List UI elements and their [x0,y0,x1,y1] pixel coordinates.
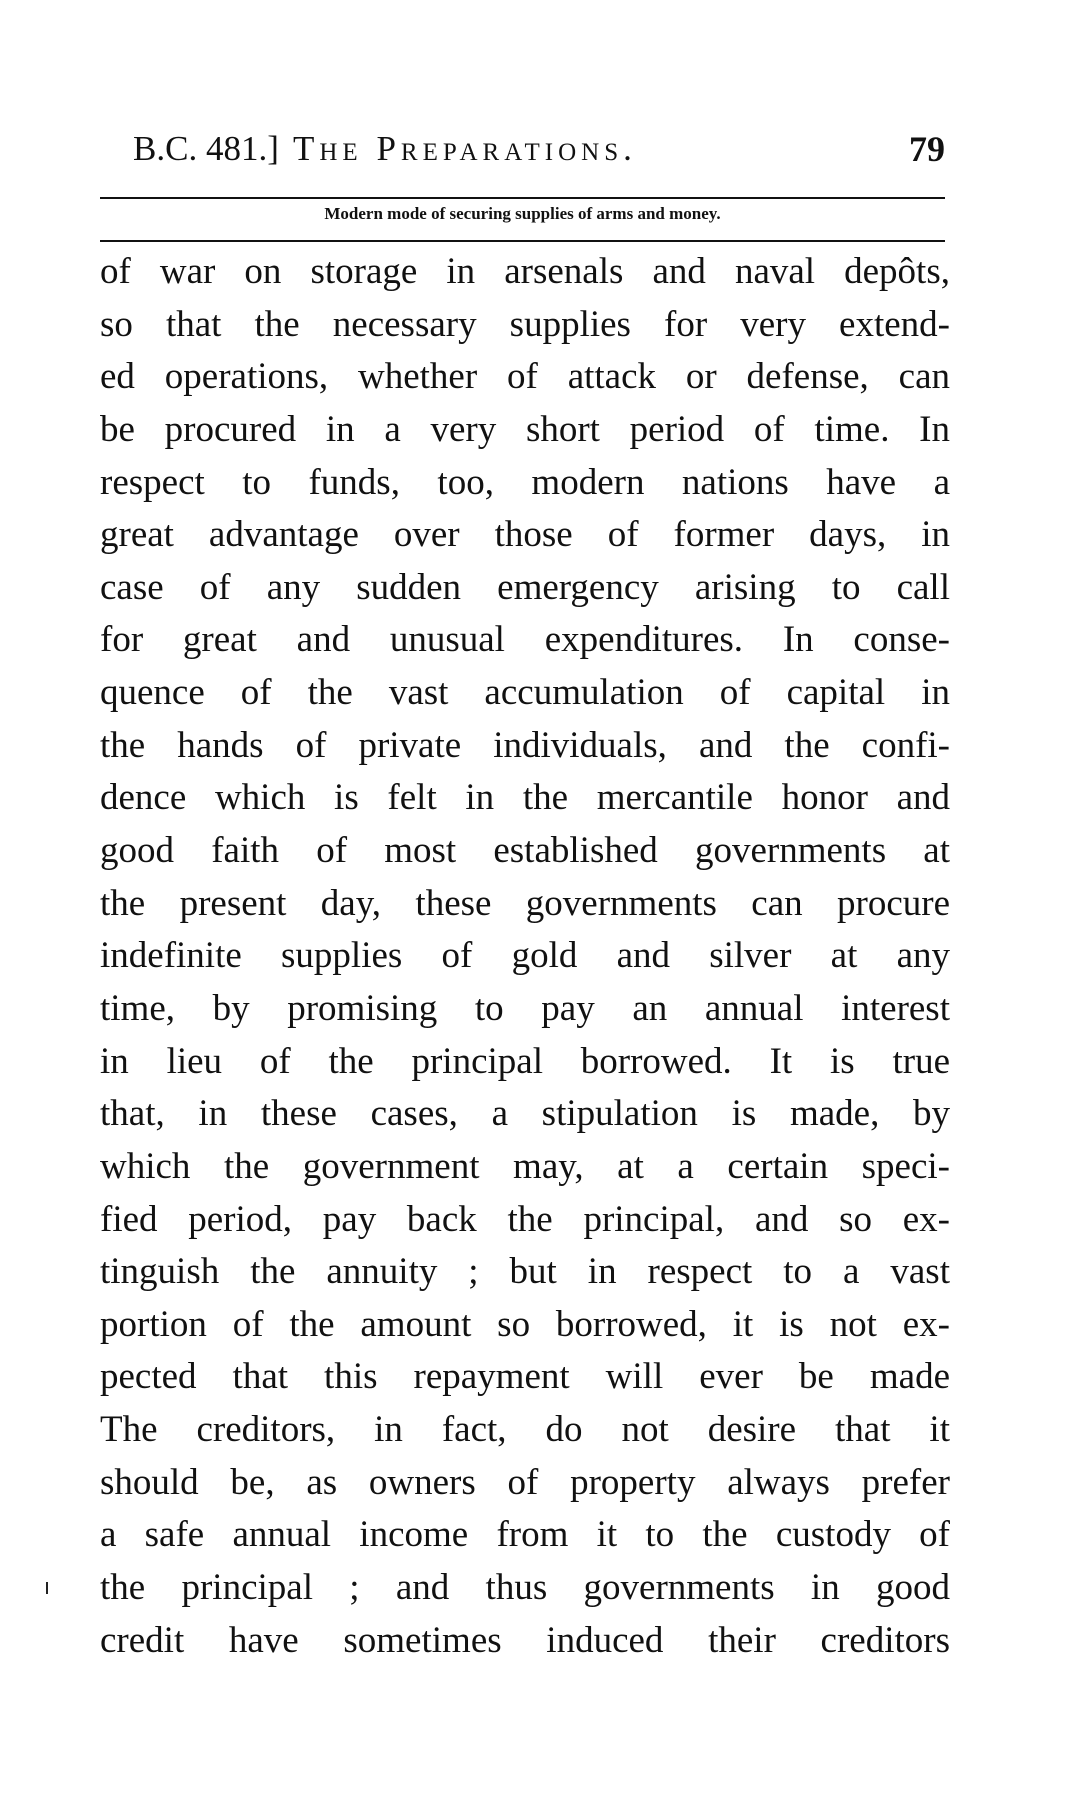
text-line: quence of the vast accumulation of capital in [100,672,950,714]
text-line: The creditors, in fact, do not desire that it [100,1409,950,1451]
text-line: dence which is felt in the mercantile honor and [100,777,950,819]
text-line: portion of the amount so borrowed, it is not ex- [100,1303,950,1345]
text-line: which the government may, at a certain speci- [100,1145,950,1187]
header-rule-bottom [100,240,945,242]
page-number: 79 [909,129,945,169]
header-rule-top [100,197,945,199]
text-line: good faith of most established governments at [100,830,950,872]
running-head-title: The Preparations. [293,129,637,168]
text-line: the principal ; and thus governments in good [100,1567,950,1609]
running-head-date: B.C. 481.] [133,129,279,168]
running-head [133,124,945,174]
text-line: that, in these cases, a stipulation is made, by [100,1093,950,1135]
text-line: indefinite supplies of gold and silver at any [100,935,950,977]
text-line: case of any sudden emergency arising to call [100,566,950,608]
text-line: time, by promising to pay an annual interest [100,987,950,1029]
text-line: for great and unusual expenditures. In conse- [100,619,950,661]
text-line: of war on storage in arsenals and naval depôts, [100,251,950,292]
text-line: fied period, pay back the principal, and so ex- [100,1198,950,1240]
text-line: credit have sometimes induced their creditors [100,1619,950,1661]
text-line: the hands of private individuals, and the confi- [100,724,950,766]
text-line: tinguish the annuity ; but in respect to a vast [100,1251,950,1293]
text-line: ed operations, whether of attack or defense, can [100,356,950,398]
section-subheading: Modern mode of securing supplies of arms and money. [324,204,721,223]
margin-mark [46,1582,48,1594]
text-line: should be, as owners of property always prefer [100,1461,950,1503]
text-line: a safe annual income from it to the custody of [100,1514,950,1556]
text-line: so that the necessary supplies for very extend- [100,303,950,345]
text-line: be procured in a very short period of time. In [100,408,950,450]
text-line: pected that this repayment will ever be made [100,1356,950,1398]
body-text [100,246,950,1667]
text-line: respect to funds, too, modern nations have a [100,461,950,503]
text-line: the present day, these governments can procure [100,882,950,924]
text-line: great advantage over those of former days, in [100,514,950,556]
text-line: in lieu of the principal borrowed. It is true [100,1040,950,1082]
